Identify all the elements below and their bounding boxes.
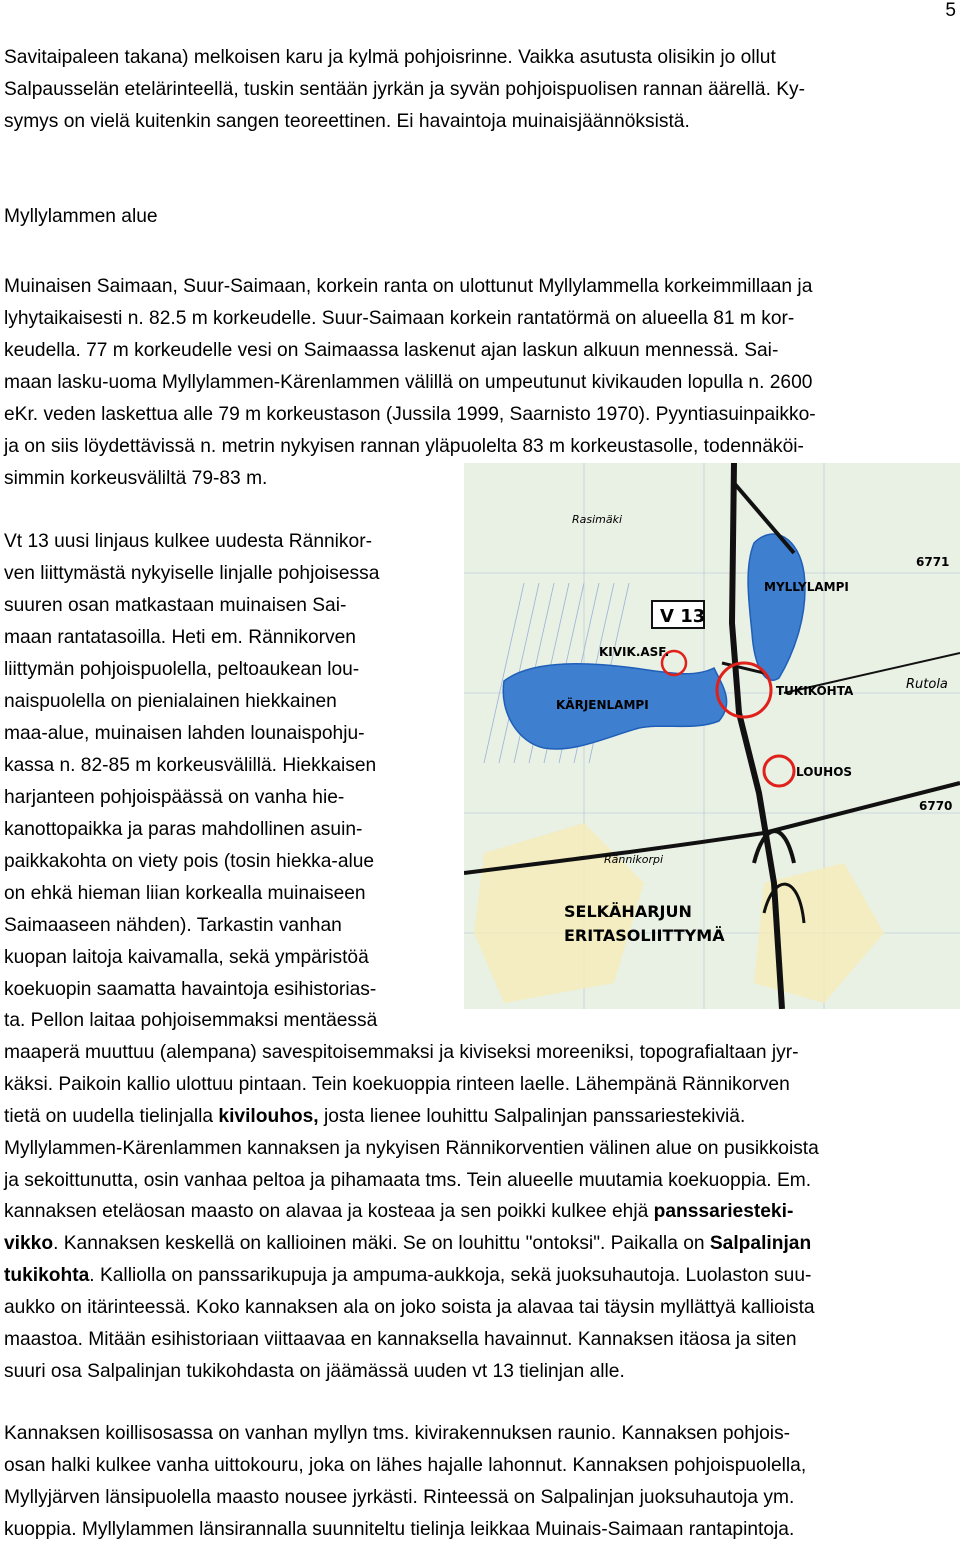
bold-term: Salpalinjan — [709, 1233, 812, 1254]
section-heading: Myllylammen alue — [4, 206, 158, 227]
text-line: paikkakohta on viety pois (tosin hiekka-alue — [4, 851, 375, 872]
text-line: kanottopaikka ja paras mahdollinen asuin- — [4, 819, 363, 840]
label-rannikorpi: Rännikorpi — [604, 853, 664, 866]
text-line-panssari — [4, 1201, 793, 1223]
text-line: suuri osa Salpalinjan tukikohdasta on jäämässä uuden vt 13 tielinjan alle. — [4, 1361, 625, 1382]
text-line: Myllylammen-Kärenlammen kannaksen ja nykyisen Rännikorventien välinen alue on pusikkoista — [4, 1138, 819, 1159]
label-kivik-asf: KIVIK.ASF. — [599, 645, 670, 659]
text-line: maastoa. Mitään esihistoriaan viittaavaa en kannaksella havainnut. Kannaksen itäosa ja siten — [4, 1329, 797, 1350]
text-run: . Kalliolla on panssarikupuja ja ampuma-aukkoja, sekä juoksuhautoja. Luolaston suu- — [89, 1265, 812, 1286]
label-6771: 6771 — [916, 555, 950, 569]
text-line-tukikohta — [4, 1265, 811, 1287]
bold-term: tukikohta — [4, 1265, 90, 1286]
label-louhos: LOUHOS — [796, 765, 853, 779]
bold-term: vikko — [4, 1233, 54, 1254]
text-line: Muinaisen Saimaan, Suur-Saimaan, korkein ranta on ulottunut Myllylammella korkeimmillaan ja — [4, 276, 813, 297]
text-run: josta lienee louhittu Salpalinjan panssariestekiviä. — [318, 1106, 746, 1127]
label-eritasoliittyma: ERITASOLIITTYMÄ — [564, 926, 725, 945]
text-line: ven liittymästä nykyiselle linjalle pohjoisessa — [4, 563, 380, 584]
topographic-map — [464, 463, 960, 1009]
text-line: maan lasku-uoma Myllylammen-Kärenlammen välillä on umpeutunut kivikauden lopulla n. 2600 — [4, 372, 813, 393]
text-line: osan halki kulkee vanha uittokouru, joka on lähes hajalle lahonnut. Kannaksen pohjoispuolella, — [4, 1455, 807, 1476]
text-line: käksi. Paikoin kallio ulottuu pintaan. Tein koekuoppia rinteen laelle. Lähempänä Rännikorven — [4, 1074, 790, 1095]
text-line: eKr. veden laskettua alle 79 m korkeustason (Jussila 1999, Saarnisto 1970). Pyyntiasuinpaikko- — [4, 404, 816, 425]
text-line: naispuolella on pienialainen hiekkainen — [4, 691, 337, 712]
text-line-kivilouhos — [4, 1106, 745, 1128]
text-line: liittymän pohjoispuolella, peltoaukean lou- — [4, 659, 360, 680]
text-line: aukko on itärinteessä. Koko kannaksen ala on joko soista ja alavaa tai täysin myllättyä kallioista — [4, 1297, 815, 1318]
text-line: kuopan laitoja kaivamalla, sekä ympäristöä — [4, 947, 369, 968]
label-selkaharjun: SELKÄHARJUN — [564, 902, 692, 921]
label-rasimaki: Rasimäki — [572, 513, 623, 526]
text-run: tietä on uudella tielinjalla — [4, 1106, 219, 1127]
text-line: simmin korkeusväliltä 79-83 m. — [4, 468, 268, 489]
text-line: maan rantatasoilla. Heti em. Rännikorven — [4, 627, 356, 648]
label-v13: V 13 — [660, 606, 706, 627]
label-6770: 6770 — [919, 799, 953, 813]
text-line: koekuopin saamatta havaintoja esihistorias- — [4, 979, 377, 1000]
text-line: Myllyjärven länsipuolella maasto nousee jyrkästi. Rinteessä on Salpalinjan juoksuhautoja ym. — [4, 1487, 795, 1508]
text-line: ja on siis löydettävissä n. metrin nykyisen rannan yläpuolelta 83 m korkeustasolle, todennäköi- — [4, 436, 804, 457]
text-line: Salpausselän etelärinteellä, tuskin sentään jyrkän ja syvän pohjoispuolisen rannan äärellä. Ky- — [4, 79, 806, 100]
bold-term: panssariesteki- — [653, 1201, 794, 1222]
label-tukikohta: TUKIKOHTA — [776, 684, 854, 698]
label-myllylampi: MYLLYLAMPI — [764, 580, 849, 594]
text-line: lyhytaikaisesti n. 82.5 m korkeudelle. Suur-Saimaan korkein rantatörmä on alueella 81 m kor- — [4, 308, 795, 329]
text-line: kuoppia. Myllylammen länsirannalla suunniteltu tielinja leikkaa Muinais-Saimaan rantapintoja. — [4, 1519, 795, 1540]
label-rutola: Rutola — [906, 677, 948, 692]
text-line: Kannaksen koillisosassa on vanhan myllyn tms. kivirakennuksen raunio. Kannaksen pohjois- — [4, 1423, 791, 1444]
text-line: maa-alue, muinaisen lahden lounaispohju- — [4, 723, 365, 744]
text-line: maaperä muuttuu (alempana) savespitoisemmaksi ja kiviseksi moreeniksi, topografialtaan jyr- — [4, 1042, 799, 1063]
text-line: kassa n. 82-85 m korkeusvälillä. Hiekkaisen — [4, 755, 377, 776]
bold-term: kivilouhos, — [218, 1106, 319, 1127]
text-line: on ehkä hieman liian korkealla muinaiseen — [4, 883, 366, 904]
text-line: symys on vielä kuitenkin sangen teoreettinen. Ei havaintoja muinaisjäännöksistä. — [4, 111, 690, 132]
text-line: harjanteen pohjoispäässä on vanha hie- — [4, 787, 345, 808]
text-line-vikko — [4, 1233, 811, 1255]
label-karjenlampi: KÄRJENLAMPI — [556, 698, 649, 712]
text-line: Vt 13 uusi linjaus kulkee uudesta Rännikor- — [4, 531, 372, 552]
text-run: kannaksen eteläosan maasto on alavaa ja kosteaa ja sen poikki kulkee ehjä — [4, 1201, 654, 1222]
page-number: 5 — [945, 0, 956, 21]
text-line: keudella. 77 m korkeudelle vesi on Saimaassa laskenut ajan laskun alkuun mennessä. Sai- — [4, 340, 779, 361]
text-line: Savitaipaleen takana) melkoisen karu ja kylmä pohjoisrinne. Vaikka asutusta olisikin jo ollut — [4, 47, 776, 68]
text-line: ta. Pellon laitaa pohjoisemmaksi mentäessä — [4, 1010, 378, 1031]
text-line: suuren osan matkastaan muinaisen Sai- — [4, 595, 347, 616]
text-line: ja sekoittunutta, osin vanhaa peltoa ja pihamaata tms. Tein alueelle muutamia koekuoppia. Em. — [4, 1170, 812, 1191]
text-run: . Kannaksen keskellä on kallioinen mäki. Se on louhittu "ontoksi". Paikalla on — [53, 1233, 710, 1254]
text-line: Saimaaseen nähden). Tarkastin vanhan — [4, 915, 342, 936]
